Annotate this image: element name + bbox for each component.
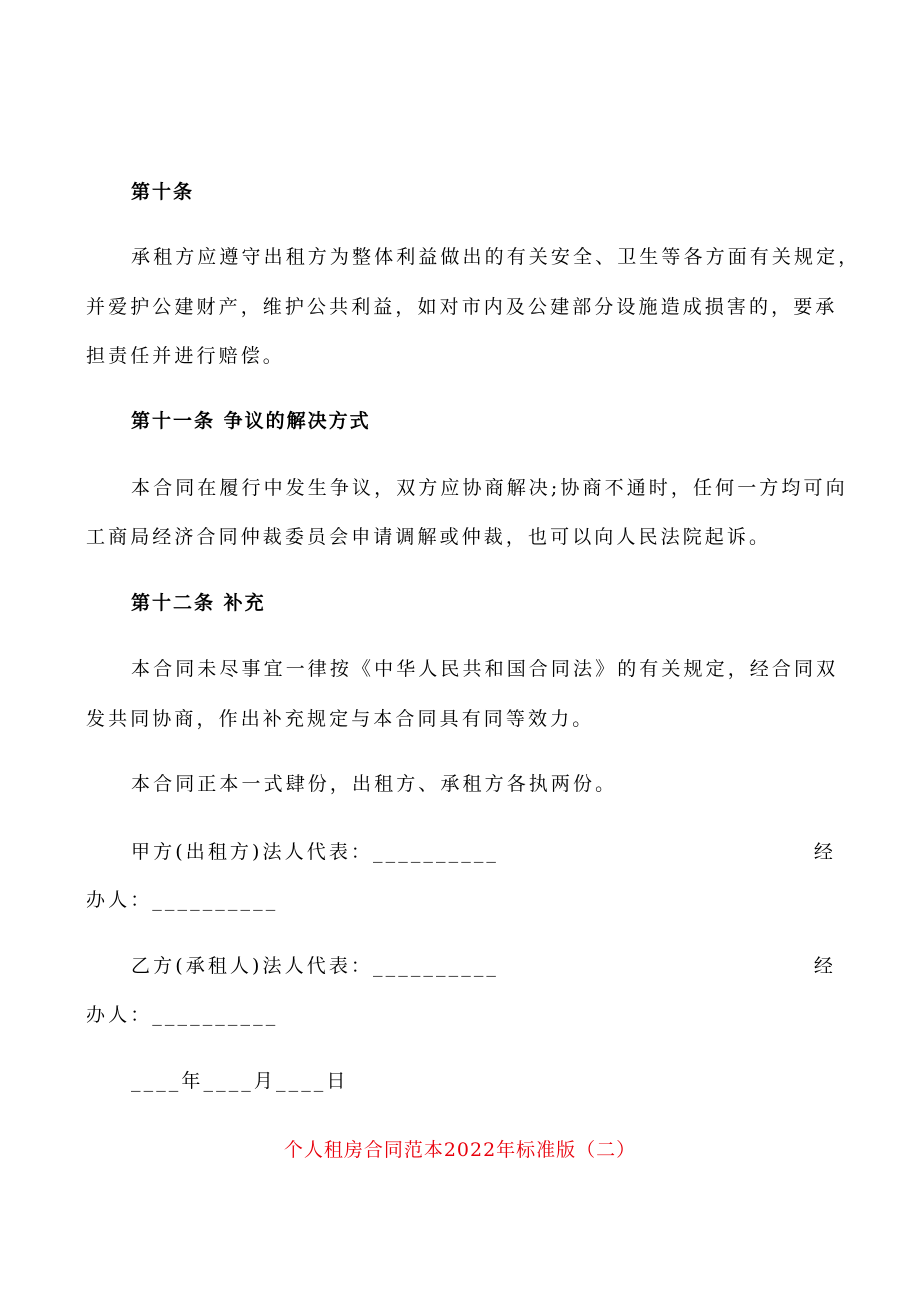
party-b-signature-row: [131, 953, 836, 979]
article-12-line-1: 本合同未尽事宜一律按《中华人民共和国合同法》的有关规定，经合同双: [131, 658, 839, 680]
copies-clause: 本合同正本一式肆份，出租方、承租方各执两份。: [131, 773, 618, 795]
article-10-heading: 第十条: [131, 181, 195, 203]
party-a-agent-start: 经: [813, 841, 836, 863]
article-11-heading: 第十一条 争议的解决方式: [131, 410, 371, 432]
party-a-representative: 甲方(出租方)法人代表：__________: [131, 841, 500, 863]
party-b-agent-start: 经: [813, 955, 836, 977]
article-10-line-3: 担责任并进行赔偿。: [86, 345, 285, 367]
signing-date: ____年____月____日: [131, 1070, 349, 1092]
article-10-line-1: 承租方应遵守出租方为整体利益做出的有关安全、卫生等各方面有关规定，: [131, 246, 861, 268]
next-contract-title: 个人租房合同范本2022年标准版（二）: [283, 1139, 637, 1161]
article-11-line-2: 工商局经济合同仲裁委员会申请调解或仲裁，也可以向人民法院起诉。: [86, 526, 772, 548]
article-11-line-1: 本合同在履行中发生争议，双方应协商解决;协商不通时，任何一方均可向: [131, 477, 848, 499]
party-b-agent: 办人：__________: [86, 1004, 279, 1026]
party-a-signature-row: [131, 839, 836, 865]
party-b-representative: 乙方(承租人)法人代表：__________: [131, 955, 500, 977]
article-12-line-2: 发共同协商，作出补充规定与本合同具有同等效力。: [86, 708, 595, 730]
party-a-agent: 办人：__________: [86, 889, 279, 911]
article-12-heading: 第十二条 补充: [131, 592, 266, 614]
article-10-line-2: 并爱护公建财产，维护公共利益，如对市内及公建部分设施造成损害的，要承: [86, 296, 838, 318]
